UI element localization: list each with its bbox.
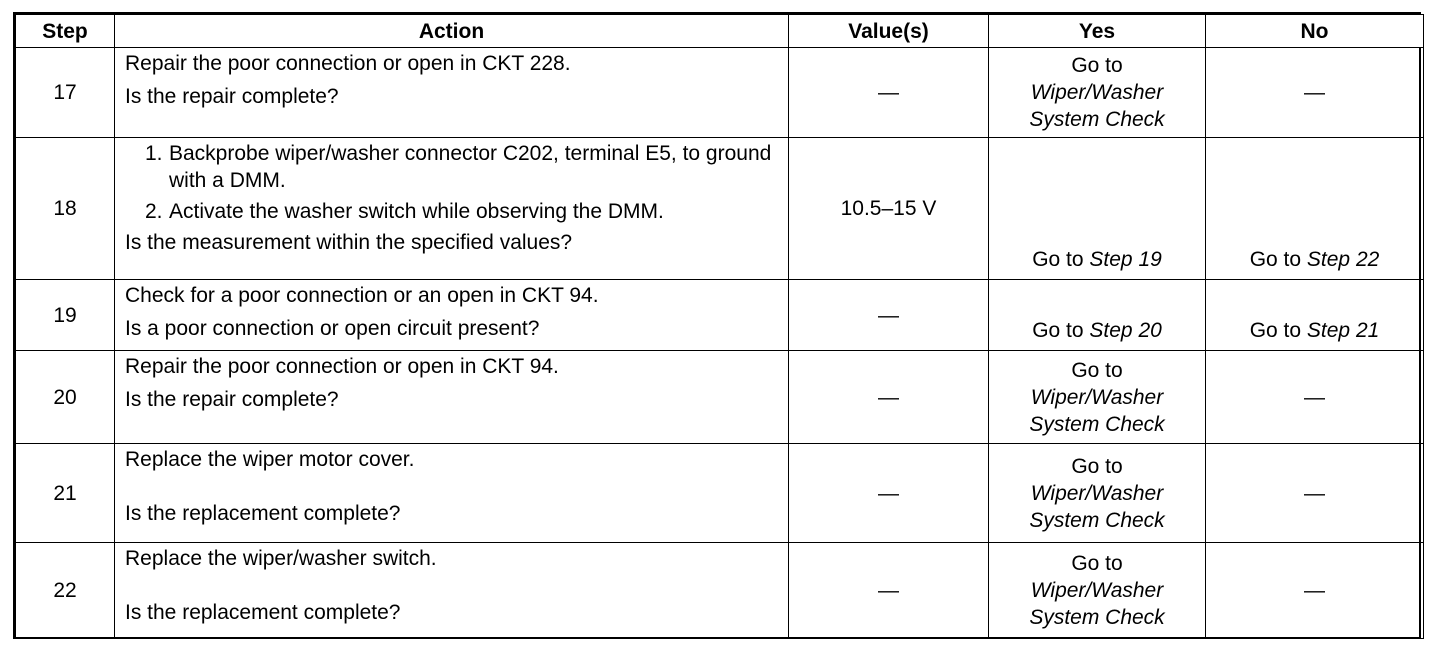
action-text: Repair the poor connection or open in CKT 228.: [125, 52, 571, 75]
substep-text: Backprobe wiper/washer connector C202, terminal E5, to ground with a DMM.: [169, 142, 772, 192]
yes-cell: [989, 280, 1206, 351]
no-link[interactable]: Step 21: [1306, 319, 1380, 342]
substep-number: 1.: [145, 142, 163, 165]
action-cell: [115, 444, 789, 543]
value-cell: —: [789, 543, 989, 639]
table-row: [16, 543, 1424, 639]
table-row: [16, 280, 1424, 351]
value-cell: 10.5–15 V: [789, 138, 989, 280]
value-cell: —: [789, 351, 989, 444]
yes-prefix: Go to: [1071, 358, 1123, 382]
header-yes: Yes: [989, 15, 1206, 48]
no-cell: [1206, 138, 1424, 280]
step-number: 21: [16, 444, 115, 543]
action-text: Check for a poor connection or an open in CKT 94.: [125, 284, 599, 307]
yes-prefix: Go to: [1071, 54, 1123, 77]
yes-prefix: Go to: [1071, 552, 1123, 575]
action-text: Repair the poor connection or open in CKT 94.: [125, 355, 559, 378]
yes-cell: [989, 138, 1206, 280]
action-text: Replace the wiper motor cover.: [125, 448, 415, 471]
step-number: 20: [16, 351, 115, 444]
step-number: 19: [16, 280, 115, 351]
action-cell: [115, 138, 789, 280]
yes-link[interactable]: Wiper/Washer System Check: [1029, 81, 1165, 131]
action-text: Replace the wiper/washer switch.: [125, 547, 437, 570]
yes-prefix: Go to: [1032, 319, 1084, 342]
header-no: No: [1206, 15, 1424, 48]
row-spacer: [125, 572, 778, 599]
diagnostic-table-frame: [13, 12, 1421, 639]
value-cell: —: [789, 48, 989, 138]
value-cell: —: [789, 280, 989, 351]
no-cell: —: [1206, 444, 1424, 543]
action-cell: [115, 543, 789, 639]
question-text: Is the repair complete?: [125, 388, 339, 411]
no-prefix: Go to: [1249, 248, 1302, 271]
yes-prefix: Go to: [1071, 454, 1123, 478]
action-cell: [115, 48, 789, 138]
action-cell: [115, 351, 789, 444]
substep-text: Activate the washer switch while observing the DMM.: [169, 200, 664, 223]
header-values: Value(s): [789, 15, 989, 48]
question-text: Is the repair complete?: [125, 85, 339, 108]
step-number: 22: [16, 543, 115, 639]
question-text: Is the measurement within the specified values?: [125, 231, 573, 254]
header-step: Step: [16, 15, 115, 48]
question-text: Is a poor connection or open circuit present?: [125, 317, 540, 340]
no-cell: —: [1206, 48, 1424, 138]
question-text: Is the replacement complete?: [125, 502, 401, 525]
yes-link[interactable]: Step 20: [1089, 319, 1162, 342]
action-cell: [115, 280, 789, 351]
yes-prefix: Go to: [1032, 248, 1084, 271]
substep-list: [125, 140, 778, 225]
step-number: 18: [16, 138, 115, 280]
no-prefix: Go to: [1249, 319, 1302, 342]
yes-link[interactable]: Wiper/Washer System Check: [1029, 385, 1165, 436]
value-cell: —: [789, 444, 989, 543]
substep-number: 2.: [145, 200, 163, 223]
yes-cell: [989, 543, 1206, 639]
question-text: Is the replacement complete?: [125, 601, 401, 624]
yes-cell: [989, 351, 1206, 444]
substep-item: [145, 140, 778, 194]
header-row: [16, 15, 1424, 48]
no-cell: [1206, 280, 1424, 351]
diagnostic-table: [15, 14, 1424, 639]
header-action: Action: [115, 15, 789, 48]
table-row: [16, 351, 1424, 444]
table-row: [16, 48, 1424, 138]
yes-link[interactable]: Step 19: [1089, 248, 1162, 271]
substep-item: [145, 198, 778, 225]
table-row: [16, 444, 1424, 543]
table-row: [16, 138, 1424, 280]
yes-cell: [989, 48, 1206, 138]
step-number: 17: [16, 48, 115, 138]
yes-link[interactable]: Wiper/Washer System Check: [1029, 481, 1165, 532]
no-link[interactable]: Step 22: [1306, 248, 1380, 271]
no-cell: —: [1206, 543, 1424, 639]
yes-cell: [989, 444, 1206, 543]
row-spacer: [125, 473, 778, 500]
no-cell: —: [1206, 351, 1424, 444]
yes-link[interactable]: Wiper/Washer System Check: [1029, 579, 1165, 629]
